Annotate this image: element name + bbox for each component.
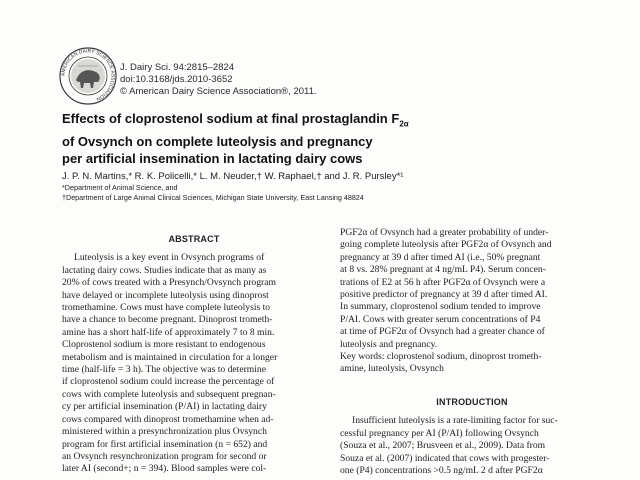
author-names: J. P. N. Martins,* R. K. Policelli,* L. M. Neuder,† W. Raphael,† and J. R. Pursley*¹	[62, 171, 404, 182]
text-line: going complete luteolysis after PGF2α of Ovsynch and	[340, 239, 552, 251]
copyright: © American Dairy Science Association®, 2011.	[120, 86, 317, 97]
keywords-label: Key words:	[340, 351, 385, 363]
text-line: metabolism and is maintained in circulation for a longer	[62, 351, 278, 363]
title-line-2: of Ovsynch on complete luteolysis and pregnancy	[62, 133, 373, 149]
text-line: one (P4) concentrations >0.5 ng/mL 2 d after PGF2α	[340, 464, 543, 476]
text-line: later AI (second+; n = 394). Blood samples were col-	[62, 463, 267, 475]
adsa-seal-logo	[58, 46, 118, 106]
title-line-1: Effects of cloprostenol sodium at final prostaglandin F	[62, 111, 400, 126]
text-line: lactating dairy cows. Studies indicate that as many as	[62, 264, 267, 276]
doi: doi:10.3168/jds.2010-3652	[120, 74, 233, 85]
text-line: trations of E2 at 56 h after PGF2α of Ovsynch were a	[340, 276, 546, 288]
abstract-body	[62, 252, 326, 475]
text-line: PGF2α of Ovsynch had a greater probability of under-	[340, 227, 549, 238]
journal-citation: J. Dairy Sci. 94:2815–2824	[120, 62, 235, 73]
text-line: cows compared with dinoprost tromethamine when ad-	[62, 413, 274, 425]
keywords	[340, 351, 604, 376]
text-line: have delayed or incomplete luteolysis using dinoprost	[62, 289, 269, 301]
right-column	[340, 227, 604, 477]
text-line: positive predictor of pregnancy at 39 d after timed AI.	[340, 289, 548, 301]
keywords-text-2: amine, luteolysis, Ovsynch	[340, 363, 444, 375]
journal-citation-block	[120, 62, 317, 98]
text-line: amine has a short half-life of approximately 7 to 8 min.	[62, 326, 275, 338]
left-column	[62, 228, 326, 476]
text-line: luteolysis and pregnancy.	[340, 338, 438, 350]
text-line: Luteolysis is a key event in Ovsynch programs of	[74, 252, 265, 264]
abstract-continued	[340, 227, 604, 351]
keywords-text-1: cloprostenol sodium, dinoprost trometh-	[384, 351, 542, 363]
text-line: cows with complete luteolysis and subsequent pregnan-	[62, 388, 276, 400]
author-block	[62, 171, 602, 202]
title-line-3: per artificial insemination in lactating dairy cows	[62, 150, 363, 166]
text-line: tromethamine. Cows must have complete luteolysis to	[62, 302, 271, 314]
introduction-body	[340, 415, 604, 477]
affiliation-1: *Department of Animal Science, and	[62, 183, 178, 192]
abstract-heading: ABSTRACT	[168, 234, 220, 244]
text-line: pregnancy at 39 d after timed AI (i.e., 50% pregnant	[340, 251, 541, 263]
text-line: Souza et al. (2007) indicated that cows with progester-	[340, 452, 550, 464]
affiliation-2: †Department of Large Animal Clinical Sciences, Michigan State University, East Lansing 48824	[62, 192, 364, 202]
text-line: cy per artificial insemination (P/AI) in lactating dairy	[62, 401, 267, 413]
text-line: if cloprostenol sodium could increase the percentage of	[62, 376, 275, 388]
introduction-heading: INTRODUCTION	[436, 396, 508, 407]
text-line: program for first artificial insemination (n = 652) and	[62, 438, 268, 450]
text-line: ministered within a presynchronization plus Ovsynch	[62, 426, 267, 438]
text-line: Insufficient luteolysis is a rate-limiting factor for suc-	[352, 415, 558, 427]
text-line: an Ovsynch resynchronization program for second or	[62, 450, 267, 462]
title-subscript: 2α	[399, 119, 409, 129]
text-line: at time of PGF2α of Ovsynch had a greater chance of	[340, 326, 545, 338]
article-title	[62, 110, 582, 167]
text-line: 20% of cows treated with a Presynch/Ovsynch program	[62, 277, 276, 289]
text-line: at 8 vs. 28% pregnant at 4 ng/mL P4). Serum concen-	[340, 264, 546, 276]
text-line: time (half-life = 3 h). The objective was to determine	[62, 364, 266, 376]
text-line: cessful pregnancy per AI (P/AI) following Ovsynch	[340, 427, 539, 439]
text-line: P/AI. Cows with greater serum concentrations of P4	[340, 313, 541, 325]
text-line: have a chance to become pregnant. Dinoprost trometh-	[62, 314, 273, 326]
text-line: (Souza et al., 2007; Brusveen et al., 2009). Data from	[340, 440, 546, 452]
text-line: In summary, cloprostenol sodium tended to improve	[340, 301, 541, 313]
svg-text:AMERICAN DAIRY SCIENCE ASSOCIA: AMERICAN DAIRY SCIENCE ASSOCIATION	[60, 48, 116, 102]
text-line: Cloprostenol sodium is more resistant to endogenous	[62, 339, 266, 351]
